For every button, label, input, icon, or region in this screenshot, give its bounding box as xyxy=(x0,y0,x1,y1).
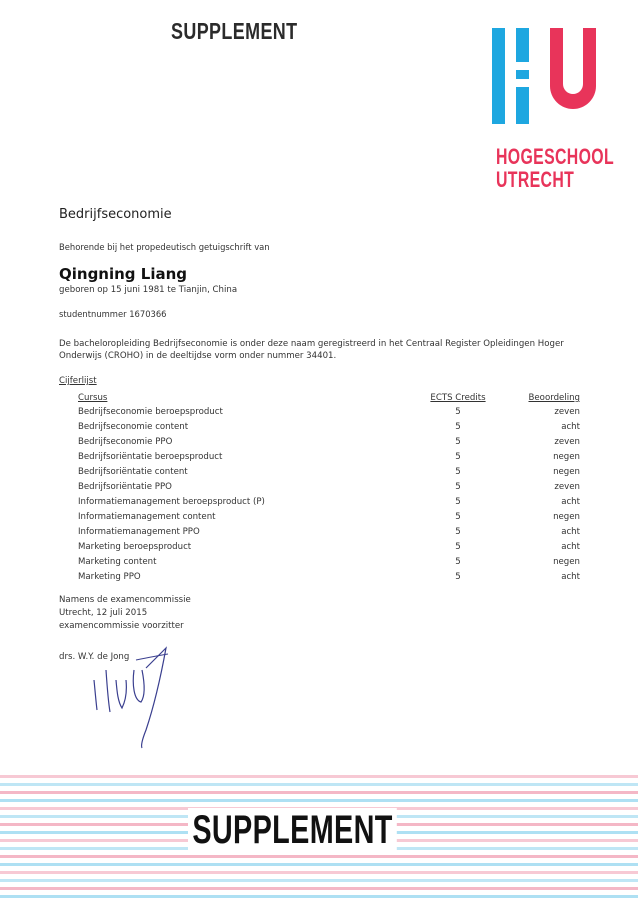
student-number: studentnummer 1670366 xyxy=(59,309,167,319)
course-name: Bedrijfseconomie content xyxy=(78,422,189,432)
ects-value: 5 xyxy=(455,527,461,537)
ects-value: 5 xyxy=(455,572,461,582)
ects-value: 5 xyxy=(455,422,461,432)
handwritten-signature xyxy=(86,640,186,750)
grade-value: acht xyxy=(561,422,580,432)
behorende-text: Behorende bij het propedeutisch getuigschrift van xyxy=(59,242,270,252)
ects-value: 5 xyxy=(455,482,461,492)
ects-value: 5 xyxy=(455,512,461,522)
supplement-header-bottom: SUPPLEMENT xyxy=(188,808,397,853)
ects-value: 5 xyxy=(455,437,461,447)
grade-value: negen xyxy=(553,512,580,522)
grade-value: negen xyxy=(553,557,580,567)
namens-text: Namens de examencommissie xyxy=(59,595,191,605)
birth-info: geboren op 15 juni 1981 te Tianjin, China xyxy=(59,285,238,295)
grade-value: acht xyxy=(561,497,580,507)
ects-value: 5 xyxy=(455,407,461,417)
column-header-grade: Beoordeling xyxy=(528,393,580,403)
column-header-ects: ECTS Credits xyxy=(430,393,486,403)
grade-value: acht xyxy=(561,527,580,537)
column-header-course: Cursus xyxy=(78,393,108,403)
grade-value: acht xyxy=(561,542,580,552)
grade-value: negen xyxy=(553,467,580,477)
course-name: Informatiemanagement PPO xyxy=(78,527,200,537)
ects-value: 5 xyxy=(455,497,461,507)
supplement-header-top: SUPPLEMENT xyxy=(171,18,298,44)
ects-value: 5 xyxy=(455,452,461,462)
grade-value: zeven xyxy=(554,407,580,417)
course-name: Bedrijfsoriëntatie PPO xyxy=(78,482,172,492)
place-date: Utrecht, 12 juli 2015 xyxy=(59,608,148,618)
student-name: Qingning Liang xyxy=(59,265,188,283)
ects-value: 5 xyxy=(455,557,461,567)
course-name: Bedrijfseconomie beroepsproduct xyxy=(78,407,223,417)
grade-value: acht xyxy=(561,572,580,582)
grade-value: zeven xyxy=(554,482,580,492)
course-name: Bedrijfsoriëntatie beroepsproduct xyxy=(78,452,223,462)
grade-value: negen xyxy=(553,452,580,462)
cijferlijst-heading: Cijferlijst xyxy=(59,376,97,386)
faculty-title: Bedrijfseconomie xyxy=(59,207,172,222)
hu-logo-wordmark xyxy=(496,145,614,191)
course-name: Marketing content xyxy=(78,557,157,567)
logo-line-utrecht: UTRECHT xyxy=(496,167,575,192)
course-name: Marketing PPO xyxy=(78,572,141,582)
ects-value: 5 xyxy=(455,542,461,552)
logo-line-hogeschool: HOGESCHOOL xyxy=(496,144,615,169)
course-name: Informatiemanagement beroepsproduct (P) xyxy=(78,497,265,507)
program-description: De bacheloropleiding Bedrijfseconomie is onder deze naam geregistreerd in het Centraal Register Opleidingen Hoger Onderwijs (CROHO) in de deeltijdse vorm onder nummer 34401. xyxy=(59,339,564,361)
course-name: Bedrijfseconomie PPO xyxy=(78,437,173,447)
course-name: Bedrijfsoriëntatie content xyxy=(78,467,188,477)
hu-logo-mark xyxy=(486,26,606,126)
course-name: Marketing beroepsproduct xyxy=(78,542,192,552)
ects-value: 5 xyxy=(455,467,461,477)
course-name: Informatiemanagement content xyxy=(78,512,216,522)
committee-role: examencommissie voorzitter xyxy=(59,621,184,631)
signatory-name: drs. W.Y. de Jong xyxy=(59,652,130,662)
grade-value: zeven xyxy=(554,437,580,447)
